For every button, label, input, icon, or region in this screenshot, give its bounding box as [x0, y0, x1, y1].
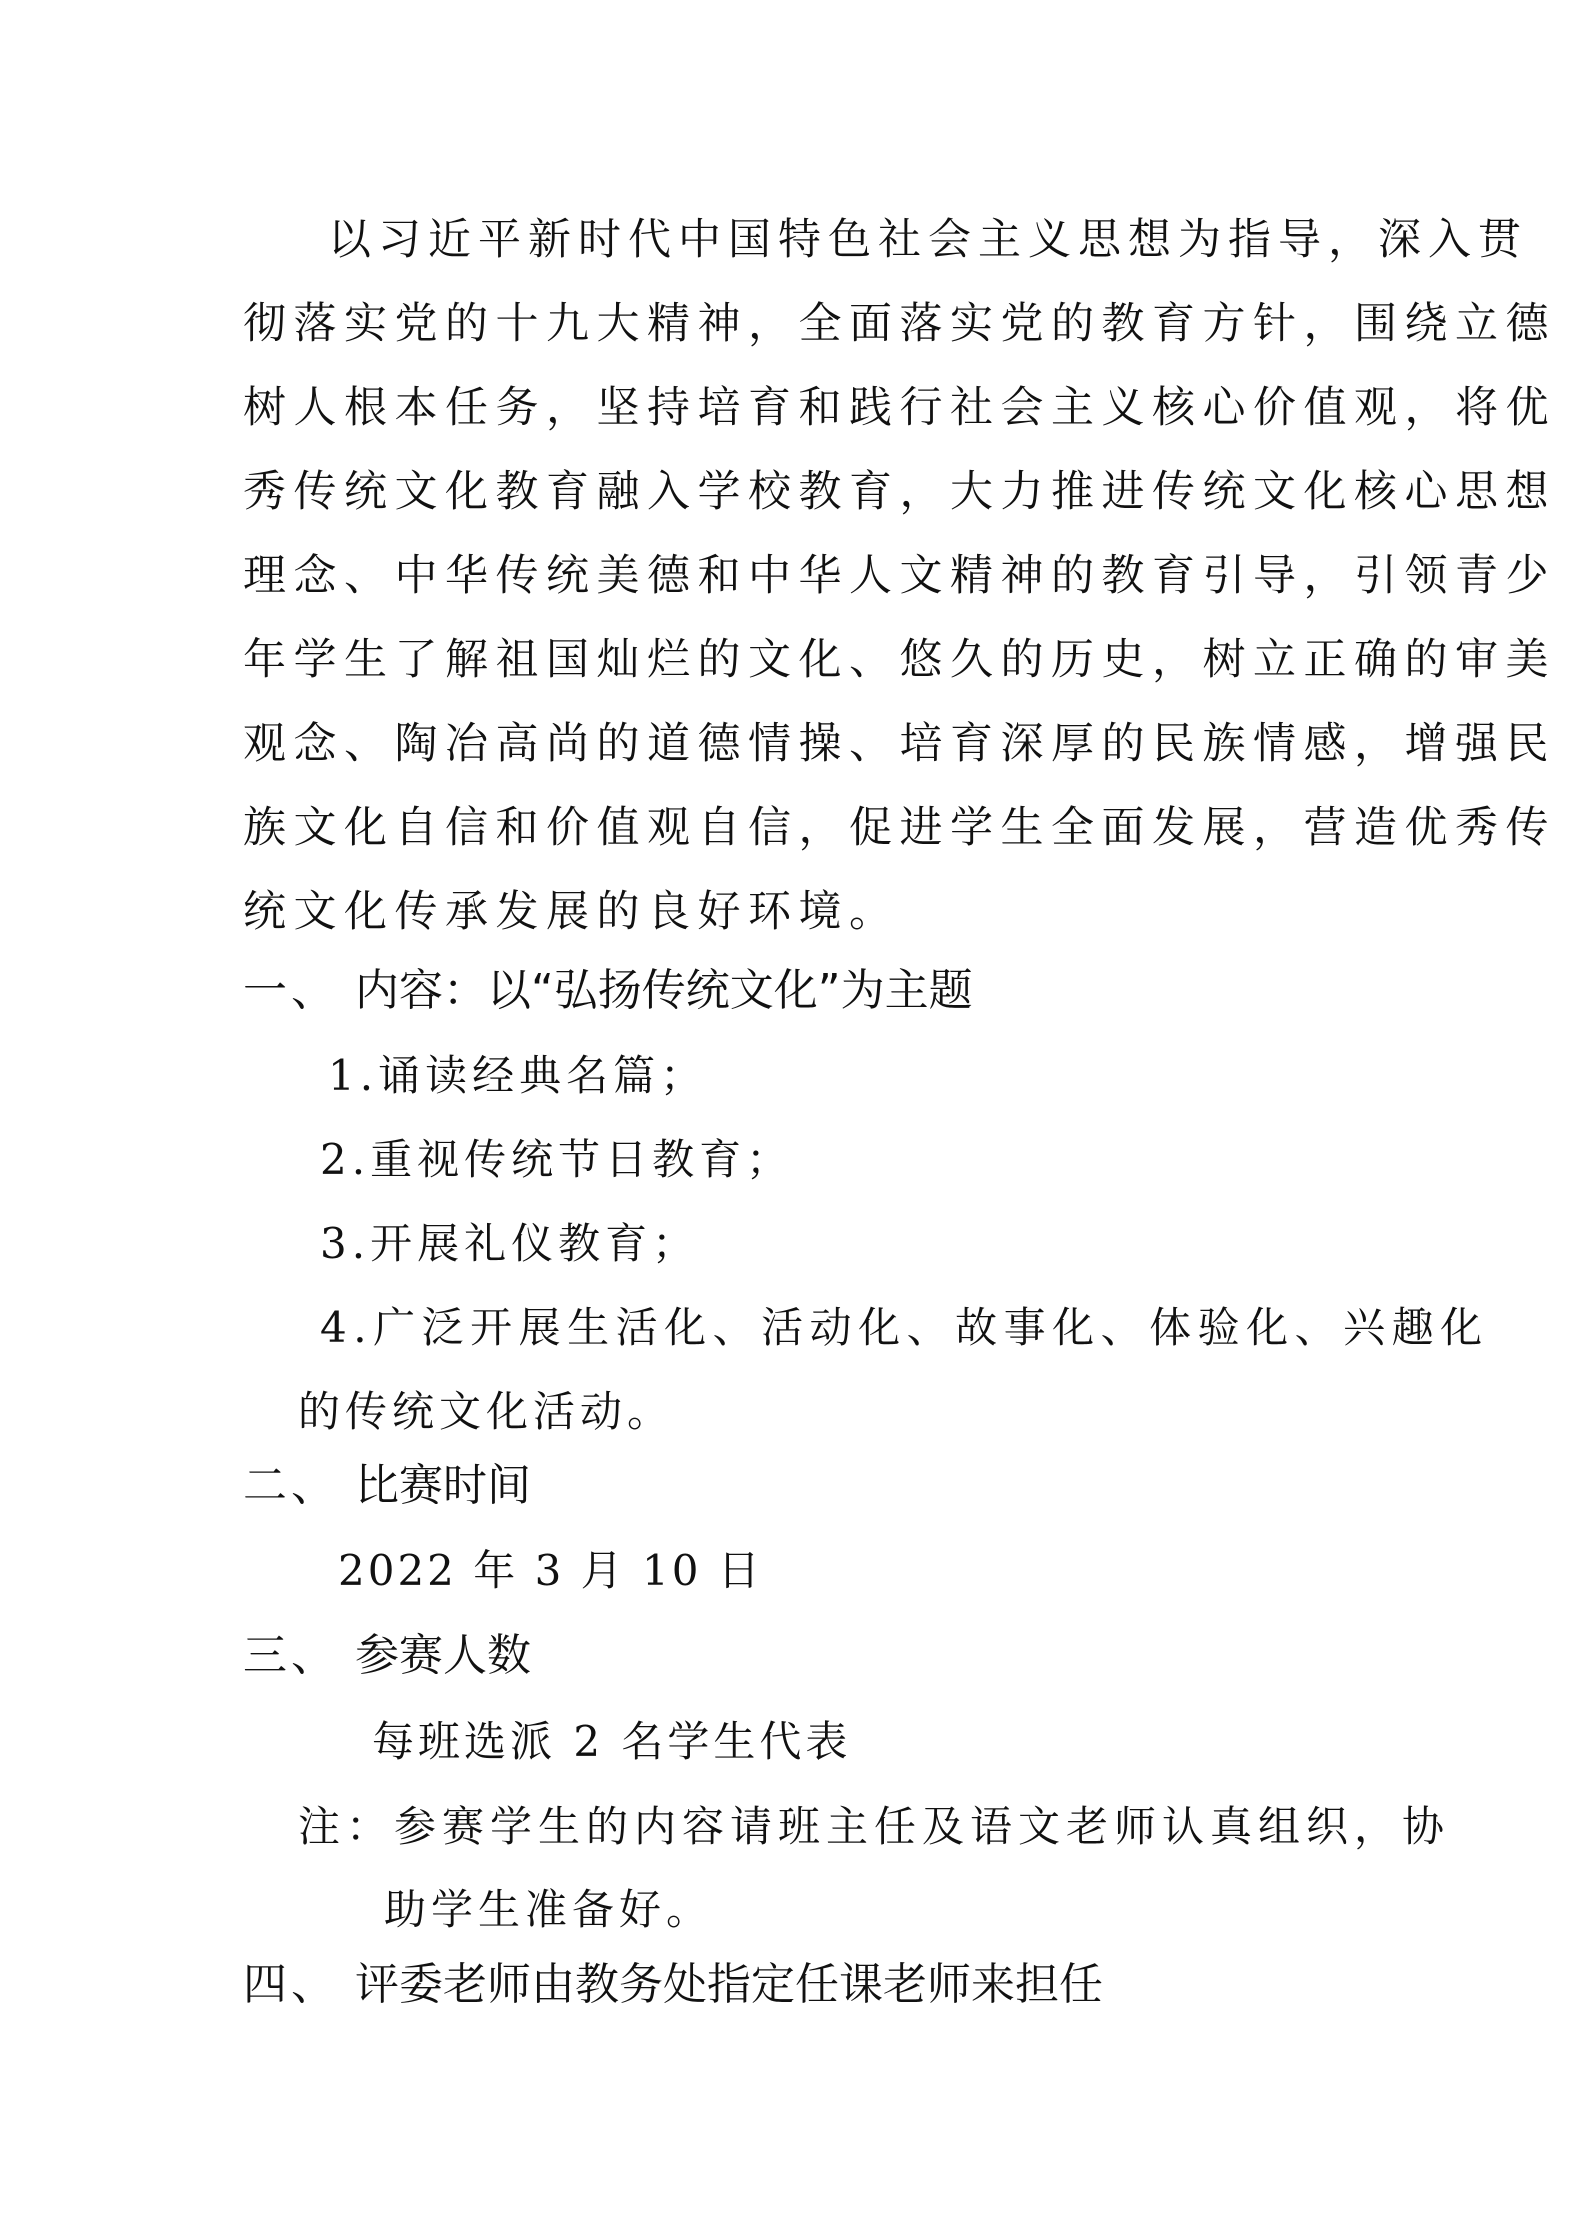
intro-line: 彻落实党的十九大精神，全面落实党的教育方针，围绕立德: [243, 299, 1556, 349]
section-number: 四、: [243, 1959, 339, 2010]
intro-line: 树人根本任务，坚持培育和践行社会主义核心价值观，将优: [243, 383, 1556, 433]
section-title: 内容：以“弘扬传统文化”为主题: [355, 965, 973, 1016]
section-number: 二、: [243, 1460, 339, 1511]
section-title: 参赛人数: [355, 1630, 531, 1681]
section-title: 比赛时间: [355, 1460, 531, 1511]
intro-line: 理念、中华传统美德和中华人文精神的教育引导，引领青少: [243, 551, 1556, 601]
competition-date: 2022 年 3 月 10 日: [338, 1546, 763, 1595]
list-item: 4.广泛开展生活化、活动化、故事化、体验化、兴趣化: [320, 1303, 1489, 1352]
section-title: 评委老师由教务处指定任课老师来担任: [355, 1959, 1103, 2010]
section-number: 一、: [243, 965, 339, 1016]
section-number: 三、: [243, 1630, 339, 1681]
list-item: 1.诵读经典名篇；: [328, 1051, 708, 1100]
list-item: 2.重视传统节日教育；: [320, 1135, 794, 1184]
section-heading-3: [243, 1626, 531, 1686]
intro-line: 观念、陶冶高尚的道德情操、培育深厚的民族情感，增强民: [243, 719, 1556, 769]
note-line: 注：参赛学生的内容请班主任及语文老师认真组织，协: [298, 1802, 1451, 1851]
intro-line: 族文化自信和价值观自信，促进学生全面发展，营造优秀传: [243, 803, 1556, 853]
section-heading-2: [243, 1456, 531, 1516]
participant-detail: 每班选派 2 名学生代表: [372, 1717, 852, 1766]
list-item: 3.开展礼仪教育；: [320, 1219, 700, 1268]
note-line: 助学生准备好。: [384, 1885, 714, 1934]
intro-line: 秀传统文化教育融入学校教育，大力推进传统文化核心思想: [243, 467, 1556, 517]
intro-line: 统文化传承发展的良好环境。: [243, 887, 900, 937]
intro-line: 年学生了解祖国灿烂的文化、悠久的历史，树立正确的审美: [243, 635, 1556, 685]
section-heading-4: [243, 1955, 1103, 2015]
intro-line: 以习近平新时代中国特色社会主义思想为指导，深入贯: [328, 215, 1528, 265]
section-heading-1: [243, 961, 973, 1021]
list-item: 的传统文化活动。: [298, 1387, 675, 1436]
